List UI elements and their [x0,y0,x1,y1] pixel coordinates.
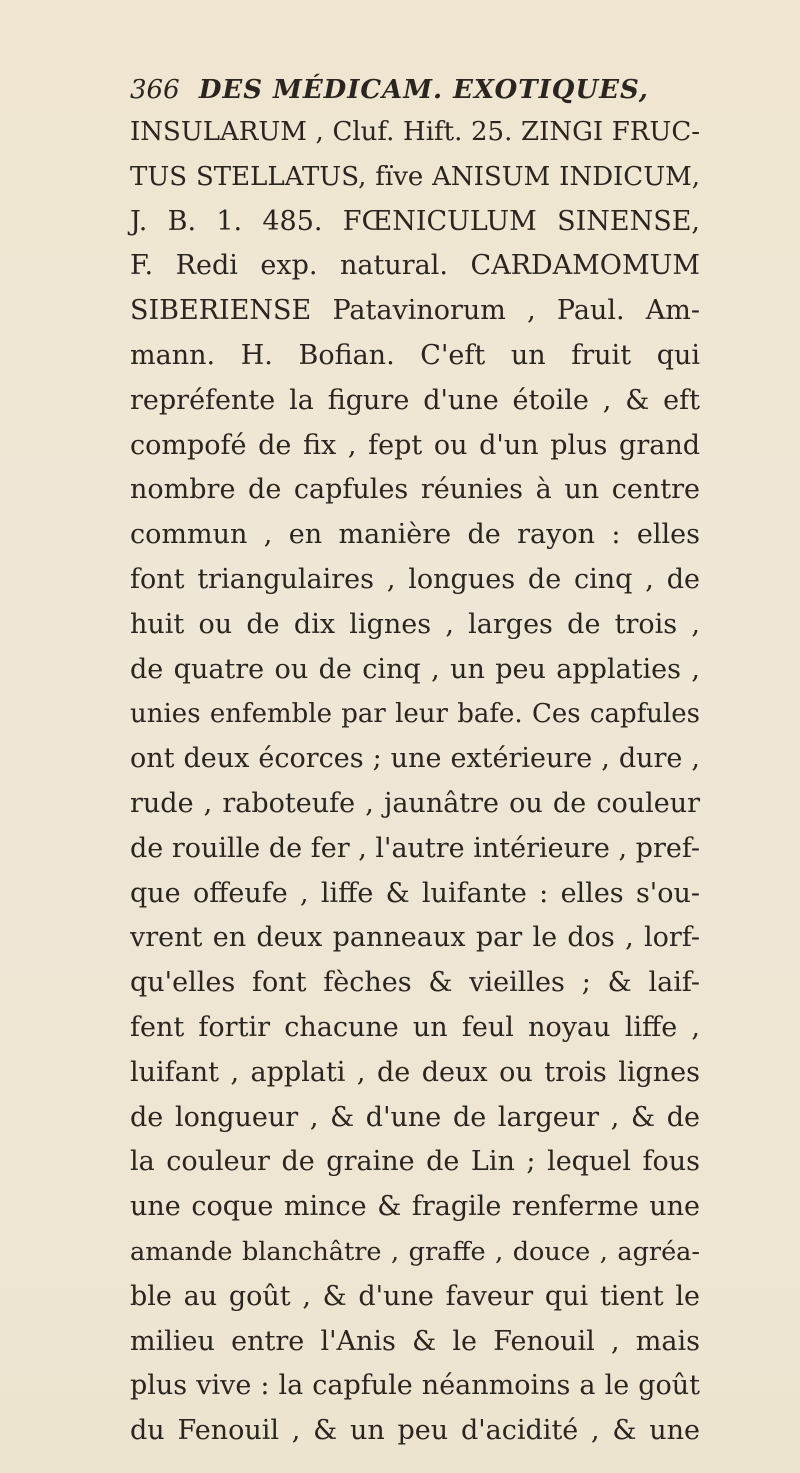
text-line: huit ou de dix lignes , larges de trois , [130,608,700,640]
text-line: J. B. 1. 485. FŒNICULUM SINENSE, [130,205,700,237]
text-line: ble au goût , & d'une faveur qui tient le [130,1280,700,1312]
text-line: commun , en manière de rayon : elles [130,519,700,551]
running-title: DES MÉDICAM. EXOTIQUES, [198,75,649,105]
text-line: qu'elles font fèches & vieilles ; & laif- [130,967,700,999]
text-line: repréfente la figure d'une étoile , & eft [130,384,700,416]
text-line: F. Redi exp. natural. CARDAMOMUM [130,250,700,282]
text-line: TUS STELLATUS, fïve ANISUM INDICUM, [130,161,700,192]
text-line: ont deux écorces ; une extérieure , dure , [130,743,700,775]
text-line: mann. H. Bofian. C'eft un fruit qui [130,339,700,371]
page-number: 366 [130,75,180,105]
text-line: luifant , applati , de deux ou trois lignes [130,1056,700,1088]
text-line: milieu entre l'Anis & le Fenouil , mais [130,1325,700,1357]
body-text [130,110,700,1454]
page-header [130,66,690,112]
text-line: unies enfemble par leur bafe. Ces capfules [130,699,700,730]
text-line: plus vive : la capfule néanmoins a le goût [130,1370,700,1402]
text-line: nombre de capfules réunies à un centre [130,474,700,506]
text-line: compofé de fix , fept ou d'un plus grand [130,429,700,461]
text-line: une coque mince & fragile renferme une [130,1191,700,1223]
text-line: rude , raboteufe , jaunâtre ou de couleur [130,787,700,819]
text-line: de quatre ou de cinq , un peu applaties , [130,653,700,685]
text-line: du Fenouil , & un peu d'acidité , & une [130,1415,700,1447]
text-line: fent fortir chacune un feul noyau liffe , [130,1011,700,1043]
text-line: SIBERIENSE Patavinorum , Paul. Am- [130,295,700,327]
text-line: la couleur de graine de Lin ; lequel fous [130,1146,700,1178]
text-line: de longueur , & d'une de largeur , & de [130,1101,700,1133]
text-line: que offeufe , liffe & luifante : elles s'ou- [130,877,700,909]
text-line: de rouille de fer , l'autre intérieure , pref- [130,832,700,864]
text-line: font triangulaires , longues de cinq , de [130,563,700,595]
text-line: vrent en deux panneaux par le dos , lorf- [130,922,700,954]
text-line: INSULARUM , Cluf. Hift. 25. ZINGI FRUC- [130,117,700,147]
text-line: amande blanchâtre , graffe , douce , agréa- [130,1236,700,1267]
